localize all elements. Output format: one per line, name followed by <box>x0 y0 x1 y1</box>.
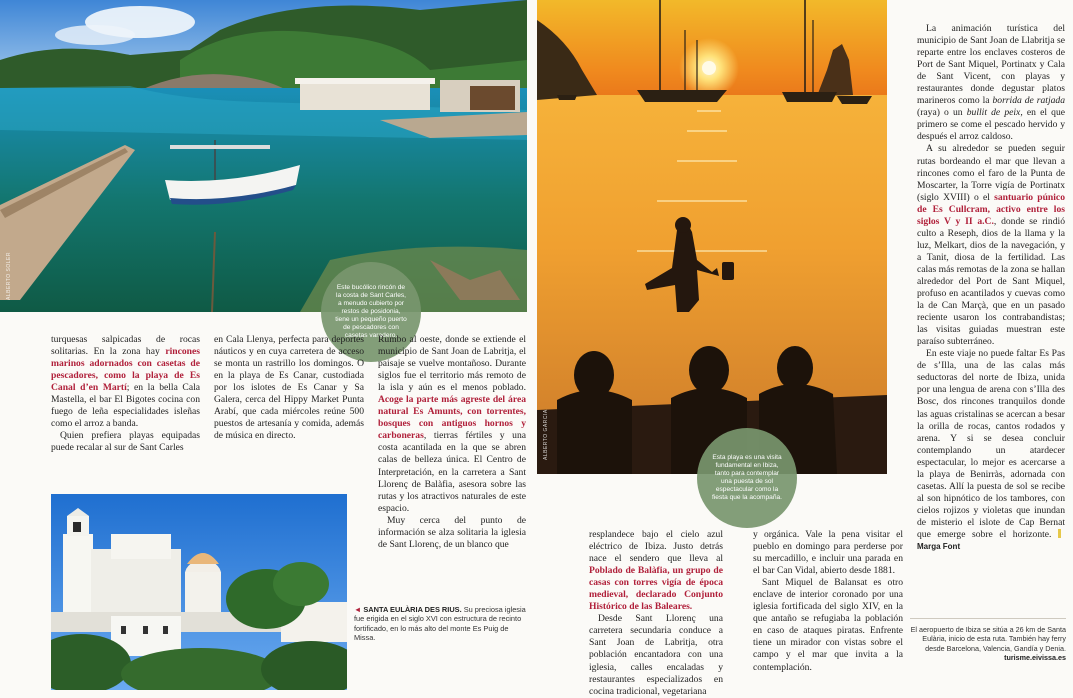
text-column-5 <box>753 529 903 674</box>
col3-paragraph-2: Muy cerca del punto de información se alza solitaria la iglesia de Sant Llorenç, de un blanco que <box>378 514 526 550</box>
col6-paragraph-1: La animación turística del municipio de Sant Joan de Llabritja se reparte entre los enclaves costeros de Port de Sant Miquel, Portinatx y Cala de Sant Vicent, con playas y restaurantes donde degustar platos marineros como la borrida de ratjada (raya) o un bullit de peix, en el que primero se come el pescado hervido y después el arroz caldoso. <box>917 23 1065 143</box>
col4-paragraph-1: resplandece bajo el cielo azul eléctrico de Ibiza. Justo detrás nace el sendero que lleva al Poblado de Balàfia, un grupo de casas con torres vigía de época medieval, declarado Conjunto Histórico de las Baleares. <box>589 529 723 613</box>
col6-paragraph-3: En este viaje no puede faltar Es Pas de s’Illa, una de las calas más seductoras del norte de Ibiza, unida por una lengua de arena con s’Illa des Bosc, dos rincones tranquilos donde las aguas cristalinas se acercan a besar la orilla de rocas, cantos rodados y arena. Y si se desea concluir contemplando un atardecer espectacular, lo mejor es acercarse a la playa de Benirràs, adornada con casetas. Allí la puesta de sol se recibe al son hipnótico de los tambores, con cielos rojizos y violetas que inundan de misterio el islote de Cap Bernat que emerge sobre el horizonte. Marga Font <box>917 348 1065 552</box>
col1-paragraph-2: Quien prefiera playas equipadas puede recalar al sur de Sant Carles <box>51 430 200 454</box>
airport-info-link[interactable]: turisme.eivissa.es <box>1004 652 1066 662</box>
caption-cove-text: Este bucólico rincón de la costa de Sant Carles, a menudo cubierto por restos de posidonia, tiene un pequeño puerto de pescadores con casetas varadero. <box>335 284 407 339</box>
col1-paragraph-1: turquesas salpicadas de rocas solitarias. En la zona hay rincones marinos adornados con casetas de pescadores, como la playa de Es Canal d’en Martí; en la bella Cala Mastella, el bar El Bigotes cocina con fuego de leña especialidades isleñas como el arroz a banda. <box>51 334 200 430</box>
airport-info-box <box>910 625 1066 662</box>
photo-sunset <box>537 0 887 474</box>
church-caption-text: Su preciosa iglesia fue erigida en el siglo XVI con estructura de recinto fortificado, en lo más alto del monte Es Puig de Missa. <box>354 605 526 643</box>
highlight-es-cullcram: santuario púnico de Es Cullcram, activo entre los siglos V y II a.C. <box>917 191 1065 227</box>
cove-illustration <box>0 0 527 312</box>
caption-bubble-sunset <box>697 428 797 528</box>
text-column-6 <box>917 23 1065 553</box>
col2-paragraph-1: en Cala Llenya, perfecta para deportes náuticos y en cuya carretera de acceso se monta un rastrillo los domingos. O en la playa de Es Canar, custodiada por los islotes de Es Canar y Sa Galera, cerca del Hippy Market Punta Arabí, que cada miércoles reúne 500 puestos de artesanía y comida, además de música en directo. <box>214 334 364 442</box>
photo-credit-cove: ALBERTO SOLER <box>6 252 12 300</box>
text-column-4 <box>589 529 723 698</box>
airport-info-divider <box>910 618 1066 619</box>
church-caption-title: SANTA EULÀRIA DES RIUS. <box>363 605 462 614</box>
sunset-illustration <box>537 0 887 474</box>
photo-cove <box>0 0 527 312</box>
caption-arrow-icon: ◄ <box>354 605 364 614</box>
col5-paragraph-1: y orgánica. Vale la pena visitar el pueblo en domingo para perderse por su mercadillo, e incluir una parada en el bar Can Vidal, abierto desde 1881. <box>753 529 903 577</box>
church-caption <box>354 605 526 643</box>
text-column-3 <box>378 334 526 551</box>
author-signature: Marga Font <box>917 530 1065 551</box>
text-column-1 <box>51 334 200 454</box>
highlight-balafia: Poblado de Balàfia, un grupo de casas con torres vigía de época medieval, declarado Conjunto Histórico de las Baleares. <box>589 565 723 613</box>
col6-paragraph-2: A su alrededor se pueden seguir rutas bordeando el mar que llevan a rincones como el faro de la Punta de Moscarter, la Torre vigía de Portinatx (siglo XVIII) o el santuario púnico de Es Cullcram, activo entre los siglos V y II a.C., donde se rindió culto a Reseph, dios de la llama y la luz, Melkart, dios de la navegación, y a Tanit, diosa de la fertilidad. Las calas más remotas de la zona se hallan alrededor del Port de Sant Miquel, profuso en acantilados y cuevas como la de Can Marçà, que en un pasado reciente usaron los contrabandistas; las visitas guiadas muestran este paraíso subterráneo. <box>917 143 1065 348</box>
church-illustration <box>51 494 347 690</box>
text-column-2 <box>214 334 364 442</box>
signature-bar <box>1058 529 1061 538</box>
col4-paragraph-2: Desde Sant Llorenç una carretera secundaria conduce a Sant Joan de Labritja, otra población encantadora con una iglesia, calles encaladas y restaurantes especializados en cocina tradicional, vegetariana <box>589 613 723 697</box>
caption-sunset-text: Esta playa es una visita fundamental en Ibiza, tanto para contemplar una puesta de sol espectacular como la fiesta que la acompaña. <box>711 454 782 501</box>
photo-church <box>51 494 347 690</box>
highlight-canal: rincones marinos adornados con casetas de pescadores, como la playa de Es Canal d’en Martí <box>51 346 200 394</box>
photo-credit-sunset: ALBERTO GARCIA <box>543 409 549 460</box>
col3-paragraph-1: Rumbo al oeste, donde se extiende el municipio de Sant Joan de Labritja, el paisaje se vuelve montañoso. Durante siglos fue el territorio más remoto de la isla y aún es el menos poblado. Acoge la parte más agreste del área natural Es Amunts, con torrentes, bosques con antiguos hornos y carboneras, tierras fértiles y una costa acantilada en la que se abren calas de belleza única. El Centro de Interpretación, en la carretera a Sant Llorenç de Balàfia, asesora sobre las rutas y los atractivos naturales de este espacio. <box>378 334 526 514</box>
highlight-es-amunts: Acoge la parte más agreste del área natural Es Amunts, con torrentes, bosques con antiguos hornos y carboneras <box>378 394 526 442</box>
col5-paragraph-2: Sant Miquel de Balansat es otro enclave de interior coronado por una iglesia fortificada del siglo XIV, en la que antaño se refugiaba la población en caso de ataques piratas. Enfrente tiene un mirador con vistas sobre el campo y el mar que invita a la contemplación. <box>753 577 903 673</box>
airport-info-text: El aeropuerto de Ibiza se sitúa a 26 km de Santa Eulària, inicio de esta ruta. También hay ferry desde Barcelona, Valencia, Gandía y Denia. <box>910 625 1066 653</box>
